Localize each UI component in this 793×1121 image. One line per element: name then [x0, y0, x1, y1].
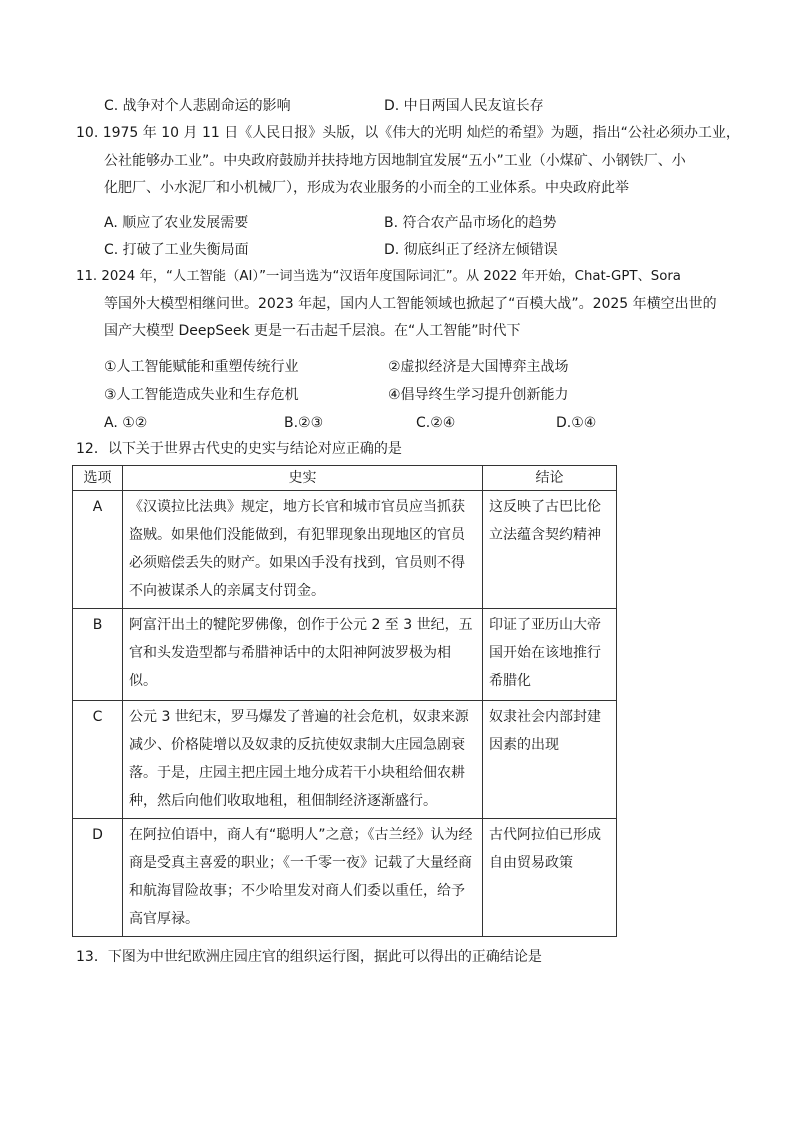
- q11-item-3: ③人工智能造成失业和生存危机: [104, 387, 299, 403]
- q11-option-c: C.②④: [416, 415, 456, 431]
- q12-header-fact: 史实: [123, 466, 483, 491]
- q9-option-c: C. 战争对个人悲剧命运的影响: [104, 98, 291, 114]
- q10-option-a: A. 顺应了农业发展需要: [104, 215, 249, 231]
- table-row: [73, 609, 617, 701]
- q12-row-option: C: [73, 701, 123, 819]
- q10-option-c: C. 打破了工业失衡局面: [104, 242, 249, 258]
- q11-stem-line2: 等国外大模型相继问世。2023 年起，国内人工智能领域也掀起了“百模大战”。2025 年横空出世的: [104, 296, 717, 312]
- q13-stem: 13．下图为中世纪欧洲庄园庄官的组织运行图，据此可以得出的正确结论是: [76, 949, 542, 965]
- q12-header-option: 选项: [73, 466, 123, 491]
- q11-stem-line3: 国产大模型 DeepSeek 更是一石击起千层浪。在“人工智能”时代下: [104, 323, 521, 339]
- q12-row-option: A: [73, 491, 123, 609]
- q11-item-2: ②虚拟经济是大国博弈主战场: [388, 359, 569, 375]
- q12-row-fact: 阿富汗出土的犍陀罗佛像，创作于公元 2 至 3 世纪，五官和头发造型都与希腊神话中的太阳神阿波罗极为相似。: [123, 609, 483, 701]
- q10-option-d: D. 彻底纠正了经济左倾错误: [384, 242, 558, 258]
- q10-stem-line1: 10. 1975 年 10 月 11 日《人民日报》头版，以《伟大的光明 灿烂的希望》为题，指出“公社必须办工业，: [76, 125, 740, 141]
- q11-item-4: ④倡导终生学习提升创新能力: [388, 387, 569, 403]
- q9-option-d: D. 中日两国人民友谊长存: [384, 98, 544, 114]
- q10-stem-line3: 化肥厂、小水泥厂和小机械厂），形成为农业服务的小而全的工业体系。中央政府此举: [104, 180, 629, 196]
- q12-row-fact: 在阿拉伯语中，商人有“聪明人”之意；《古兰经》认为经商是受真主喜爱的职业；《一千零一夜》记载了大量经商和航海冒险故事；不少哈里发对商人们委以重任，给予高官厚禄。: [123, 819, 483, 937]
- q12-row-fact: 公元 3 世纪末，罗马爆发了普遍的社会危机，奴隶来源减少、价格陡增以及奴隶的反抗使奴隶制大庄园急剧衰落。于是，庄园主把庄园土地分成若干小块租给佃农耕种，然后向他们收取地租，租佃制经济逐渐盛行。: [123, 701, 483, 819]
- q12-row-fact: 《汉谟拉比法典》规定，地方长官和城市官员应当抓获盗贼。如果他们没能做到，有犯罪现象出现地区的官员必须赔偿丢失的财产。如果凶手没有找到，官员则不得不向被谋杀人的亲属支付罚金。: [123, 491, 483, 609]
- q10-stem-line2: 公社能够办工业”。中央政府鼓励并扶持地方因地制宜发展“五小”工业（小煤矿、小钢铁厂、小: [104, 153, 686, 169]
- q12-header-conclusion: 结论: [483, 466, 617, 491]
- q11-option-a: A. ①②: [104, 415, 148, 431]
- q11-option-d: D.①④: [556, 415, 597, 431]
- q10-option-b: B. 符合农产品市场化的趋势: [384, 215, 557, 231]
- q12-row-conclusion: 印证了亚历山大帝国开始在该地推行希腊化: [483, 609, 617, 701]
- q12-row-conclusion: 这反映了古巴比伦立法蕴含契约精神: [483, 491, 617, 609]
- q12-stem: 12．以下关于世界古代史的史实与结论对应正确的是: [76, 441, 402, 457]
- table-row: [73, 701, 617, 819]
- q12-table: [72, 465, 617, 937]
- q11-item-1: ①人工智能赋能和重塑传统行业: [104, 359, 299, 375]
- q12-row-option: B: [73, 609, 123, 701]
- q12-row-conclusion: 奴隶社会内部封建因素的出现: [483, 701, 617, 819]
- q12-row-conclusion: 古代阿拉伯已形成自由贸易政策: [483, 819, 617, 937]
- q12-row-option: D: [73, 819, 123, 937]
- q12-header-row: [73, 466, 617, 491]
- q11-option-b: B.②③: [284, 415, 324, 431]
- table-row: [73, 819, 617, 937]
- table-row: [73, 491, 617, 609]
- q11-stem-line1: 11. 2024 年，“人工智能（AI）”一词当选为“汉语年度国际词汇”。从 2022 年开始，Chat-GPT、Sora: [76, 269, 681, 284]
